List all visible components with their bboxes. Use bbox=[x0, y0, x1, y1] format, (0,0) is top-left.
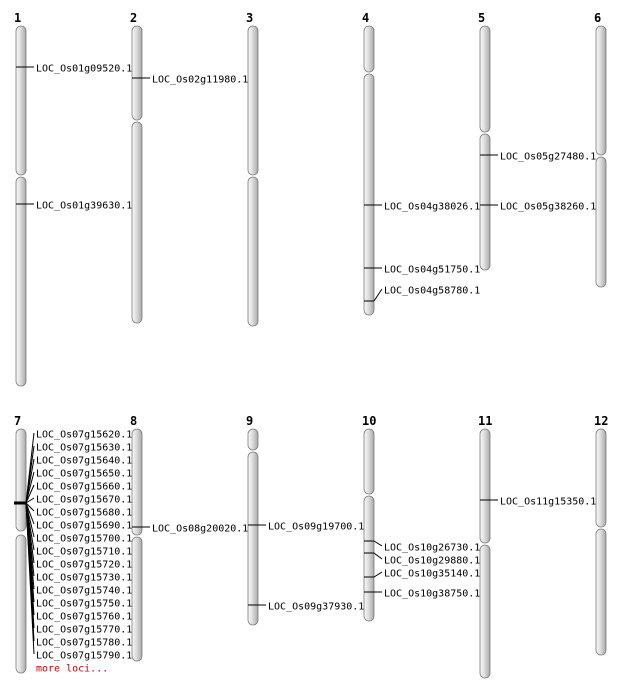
chromosome-11 bbox=[478, 414, 596, 678]
chromosome-9 bbox=[246, 414, 364, 625]
chromosome-arm bbox=[364, 429, 374, 494]
chromosome-arm bbox=[248, 26, 258, 175]
chromosome-group bbox=[14, 11, 608, 678]
locus-connector bbox=[374, 572, 382, 577]
locus-label[interactable]: LOC_Os10g29880.1 bbox=[384, 555, 481, 567]
chromosome-8 bbox=[130, 414, 248, 661]
chromosome-12 bbox=[594, 414, 608, 655]
locus-label[interactable]: LOC_Os10g38750.1 bbox=[384, 588, 481, 600]
chromosome-4 bbox=[362, 11, 480, 315]
chromosome-arm bbox=[16, 429, 26, 531]
locus-label[interactable]: LOC_Os07g15690.1 bbox=[36, 520, 133, 532]
chromosome-arm bbox=[132, 537, 142, 661]
locus-label[interactable]: LOC_Os07g15700.1 bbox=[36, 533, 133, 545]
locus-label[interactable]: LOC_Os04g51750.1 bbox=[384, 264, 481, 276]
chromosome-number: 11 bbox=[478, 414, 493, 428]
locus-label[interactable]: LOC_Os04g58780.1 bbox=[384, 285, 481, 297]
chromosome-number: 4 bbox=[362, 11, 370, 25]
chromosome-arm bbox=[132, 122, 142, 323]
chromosome-arm bbox=[596, 26, 606, 155]
locus-label[interactable]: LOC_Os07g15640.1 bbox=[36, 455, 133, 467]
chromosome-1 bbox=[14, 11, 132, 386]
locus-label[interactable]: LOC_Os10g35140.1 bbox=[384, 568, 481, 580]
locus-label[interactable]: LOC_Os05g27480.1 bbox=[500, 151, 597, 163]
chromosome-3 bbox=[246, 11, 258, 326]
chromosome-arm bbox=[364, 496, 374, 621]
chromosome-5 bbox=[478, 11, 596, 270]
chromosome-arm bbox=[480, 545, 490, 678]
locus-label[interactable]: LOC_Os11g15350.1 bbox=[500, 496, 597, 508]
chromosome-arm bbox=[248, 177, 258, 326]
locus-label[interactable]: LOC_Os07g15650.1 bbox=[36, 468, 133, 480]
locus-label[interactable]: LOC_Os07g15780.1 bbox=[36, 637, 133, 649]
chromosome-6 bbox=[594, 11, 606, 287]
locus-label[interactable]: LOC_Os07g15710.1 bbox=[36, 546, 133, 558]
chromosome-10 bbox=[362, 414, 480, 621]
locus-label[interactable]: LOC_Os01g09520.1 bbox=[36, 63, 133, 75]
chromosome-number: 5 bbox=[478, 11, 486, 25]
locus-label[interactable]: LOC_Os04g38026.1 bbox=[384, 201, 481, 213]
chromosome-arm bbox=[364, 26, 374, 72]
chromosome-arm bbox=[132, 429, 142, 535]
locus-label[interactable]: LOC_Os07g15630.1 bbox=[36, 442, 133, 454]
locus-label[interactable]: LOC_Os05g38260.1 bbox=[500, 201, 597, 213]
chromosome-arm bbox=[596, 429, 606, 527]
locus-connector bbox=[374, 541, 382, 546]
chromosome-arm bbox=[480, 429, 490, 543]
locus-label[interactable]: LOC_Os01g39630.1 bbox=[36, 200, 133, 212]
locus-label[interactable]: LOC_Os07g15720.1 bbox=[36, 559, 133, 571]
chromosome-arm bbox=[248, 452, 258, 625]
chromosome-number: 7 bbox=[14, 414, 22, 428]
chromosome-arm bbox=[248, 429, 258, 450]
chromosome-arm bbox=[16, 26, 26, 175]
chromosome-number: 10 bbox=[362, 414, 377, 428]
locus-label[interactable]: LOC_Os10g26730.1 bbox=[384, 542, 481, 554]
chromosome-number: 2 bbox=[130, 11, 138, 25]
chromosome-number: 1 bbox=[14, 11, 22, 25]
locus-label[interactable]: LOC_Os07g15770.1 bbox=[36, 624, 133, 636]
locus-label[interactable]: LOC_Os07g15790.1 bbox=[36, 650, 133, 662]
locus-label[interactable]: LOC_Os07g15750.1 bbox=[36, 598, 133, 610]
locus-label[interactable]: LOC_Os07g15740.1 bbox=[36, 585, 133, 597]
chromosome-arm bbox=[596, 529, 606, 655]
chromosome-arm bbox=[364, 74, 374, 315]
chromosome-number: 6 bbox=[594, 11, 602, 25]
chromosome-number: 9 bbox=[246, 414, 254, 428]
locus-label[interactable]: LOC_Os07g15620.1 bbox=[36, 429, 133, 441]
locus-label[interactable]: LOC_Os09g19700.1 bbox=[268, 521, 365, 533]
locus-label[interactable]: LOC_Os07g15660.1 bbox=[36, 481, 133, 493]
chromosome-arm bbox=[480, 134, 490, 270]
chromosome-number: 3 bbox=[246, 11, 254, 25]
locus-label[interactable]: LOC_Os09g37930.1 bbox=[268, 601, 365, 613]
more-loci-link[interactable]: more loci... bbox=[36, 663, 109, 675]
locus-label[interactable]: LOC_Os08g20020.1 bbox=[152, 523, 249, 535]
chromosome-2 bbox=[130, 11, 248, 323]
chromosome-7 bbox=[14, 414, 132, 675]
chromosome-arm bbox=[16, 177, 26, 386]
locus-label[interactable]: LOC_Os07g15680.1 bbox=[36, 507, 133, 519]
locus-connector bbox=[374, 289, 382, 301]
locus-label[interactable]: LOC_Os02g11980.1 bbox=[152, 74, 249, 86]
chromosome-arm bbox=[596, 157, 606, 287]
chromosome-arm bbox=[480, 26, 490, 132]
chromosome-number: 12 bbox=[594, 414, 609, 428]
locus-label[interactable]: LOC_Os07g15760.1 bbox=[36, 611, 133, 623]
locus-connector bbox=[374, 553, 382, 559]
locus-label[interactable]: LOC_Os07g15730.1 bbox=[36, 572, 133, 584]
chromosome-arm bbox=[132, 26, 142, 120]
locus-label[interactable]: LOC_Os07g15670.1 bbox=[36, 494, 133, 506]
chromosome-number: 8 bbox=[130, 414, 138, 428]
chromosome-arm bbox=[16, 535, 26, 673]
